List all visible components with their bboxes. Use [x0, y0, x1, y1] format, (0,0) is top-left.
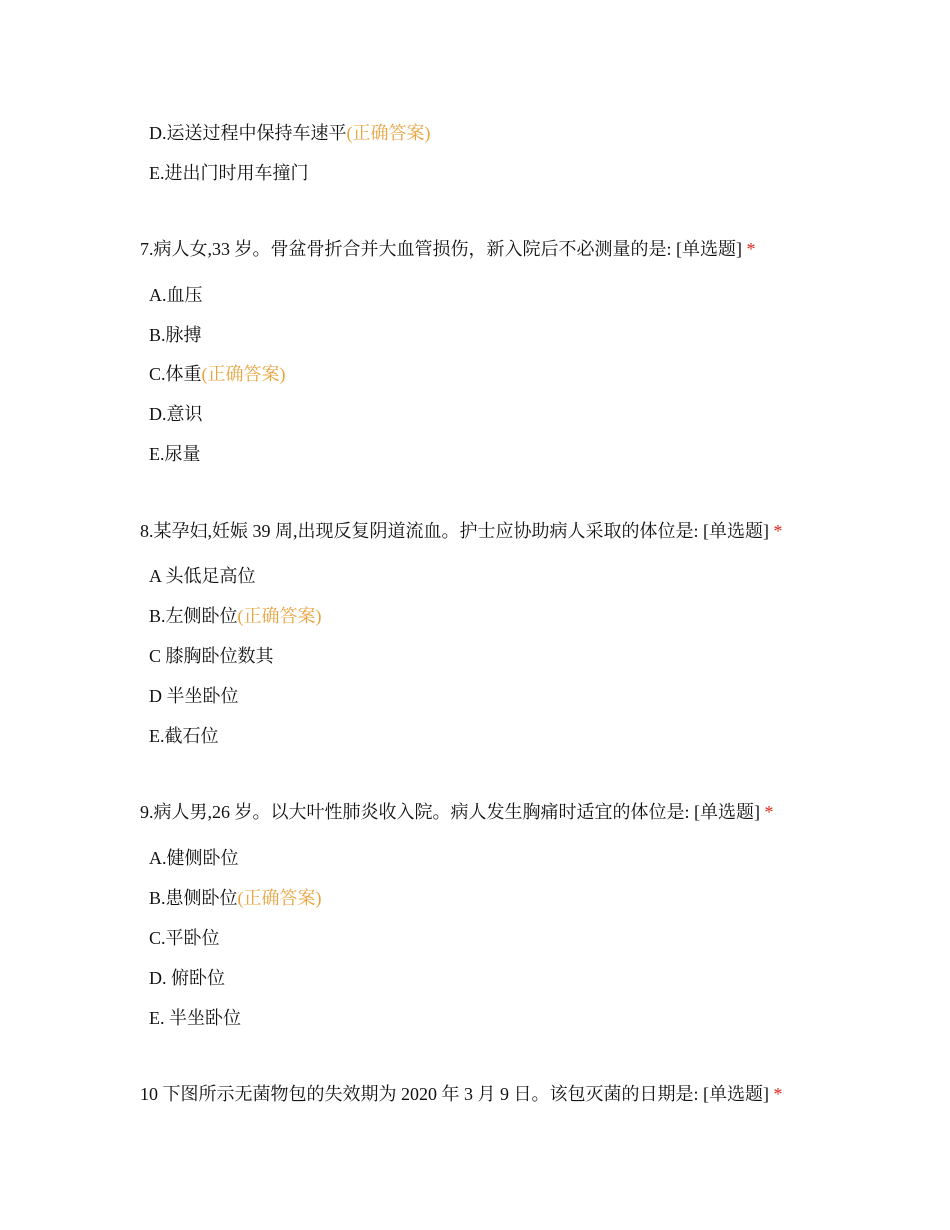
required-mark: *: [746, 239, 756, 259]
question-7-option-e: [149, 443, 201, 465]
option-label: E. 半坐卧位: [149, 1008, 241, 1028]
question-7-option-b: [149, 324, 202, 346]
question-9-title: [140, 801, 774, 823]
question-9-option-c: [149, 927, 220, 949]
question-8-option-d: [149, 685, 239, 707]
option-label: E.尿量: [149, 444, 201, 464]
question-9-option-d: [149, 967, 225, 989]
required-mark: *: [773, 521, 783, 541]
option-label: A 头低足高位: [149, 566, 256, 586]
option-label: A.血压: [149, 285, 203, 305]
option-label: D.意识: [149, 404, 203, 424]
option-label: C 膝胸卧位数其: [149, 646, 274, 666]
question-9-option-a: [149, 847, 239, 869]
correct-answer-tag: (正确答案): [237, 606, 322, 626]
question-9-option-b: [149, 887, 322, 909]
question-7-title: [140, 238, 756, 260]
question-7-option-a: [149, 284, 203, 306]
option-label: A.健侧卧位: [149, 848, 239, 868]
option-label: B.左侧卧位: [149, 606, 238, 626]
question-text: 8.某孕妇,妊娠 39 周,出现反复阴道流血。护士应协助病人采取的体位是: [单选题]: [140, 521, 774, 541]
question-text: 9.病人男,26 岁。以大叶性肺炎收入院。病人发生胸痛时适宜的体位是: [单选题]: [140, 802, 765, 822]
question-8-option-e: [149, 725, 219, 747]
correct-answer-tag: (正确答案): [237, 888, 322, 908]
correct-answer-tag: (正确答案): [346, 123, 431, 143]
question-text: 10 下图所示无菌物包的失效期为 2020 年 3 月 9 日。该包灭菌的日期是: [单选题]: [140, 1084, 774, 1104]
option-label: B.患侧卧位: [149, 888, 238, 908]
question-7-option-c: [149, 363, 286, 385]
question-8-option-c: [149, 645, 274, 667]
required-mark: *: [764, 802, 774, 822]
option-label: D.运送过程中保持车速平: [149, 123, 347, 143]
question-10-title: [140, 1083, 783, 1105]
question-8-option-a: [149, 565, 256, 587]
option-label: C.平卧位: [149, 928, 220, 948]
option-e-q6: [149, 162, 309, 184]
option-d-q6: [149, 122, 431, 144]
correct-answer-tag: (正确答案): [201, 364, 286, 384]
option-label: D 半坐卧位: [149, 686, 239, 706]
option-label: C.体重: [149, 364, 202, 384]
question-8-option-b: [149, 605, 322, 627]
question-9-option-e: [149, 1007, 241, 1029]
option-label: E.截石位: [149, 726, 219, 746]
question-text: 7.病人女,33 岁。骨盆骨折合并大血管损伤，新入院后不必测量的是: [单选题]: [140, 239, 747, 259]
question-8-title: [140, 520, 783, 542]
option-label: E.进出门时用车撞门: [149, 163, 309, 183]
required-mark: *: [773, 1084, 783, 1104]
option-label: D. 俯卧位: [149, 968, 225, 988]
option-label: B.脉搏: [149, 325, 202, 345]
question-7-option-d: [149, 403, 203, 425]
